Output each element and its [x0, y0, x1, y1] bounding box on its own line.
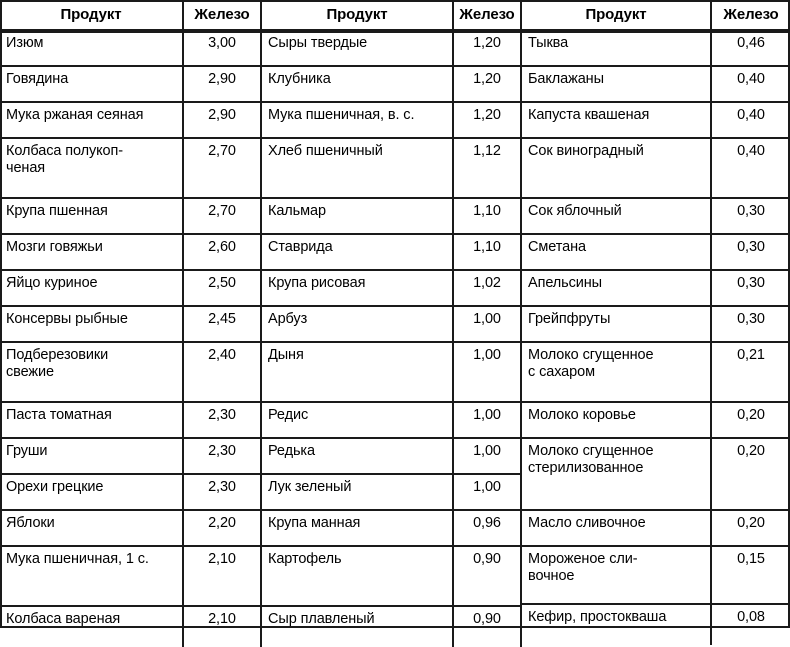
cell-product-name: Баклажаны [522, 67, 712, 101]
table-row [0, 271, 262, 307]
table-row [262, 343, 522, 403]
table-row [522, 605, 790, 645]
cell-iron-value: 0,40 [737, 107, 765, 123]
table-row [0, 235, 262, 271]
table-row [0, 199, 262, 235]
cell-iron-value: 2,70 [184, 139, 262, 197]
cell-product-name: Колбаса полукоп- ченая [0, 139, 184, 197]
cell-product-name: Сыры твердые [262, 31, 454, 65]
cell-product-name: Дыня [262, 343, 454, 401]
cell-product-name: Изюм [0, 31, 184, 65]
table-header-row [262, 0, 522, 31]
cell-iron-value: 0,21 [737, 347, 765, 363]
cell-iron-value: 0,15 [737, 551, 765, 567]
cell-iron-value: 0,40 [737, 71, 765, 87]
table-row [0, 307, 262, 343]
table-row [0, 511, 262, 547]
cell-iron-value: 1,10 [454, 199, 522, 233]
cell-iron-value: 1,00 [454, 307, 522, 341]
table-row [522, 547, 790, 605]
cell-product-name: Масло сливочное [522, 511, 712, 545]
cell-iron-value: 1,20 [454, 31, 522, 65]
cell-iron-value: 3,00 [184, 31, 262, 65]
table-column-group-3 [522, 0, 790, 628]
column-header-product: Продукт [262, 0, 454, 29]
table-row [262, 547, 522, 607]
cell-product-name: Хлеб пшеничный [262, 139, 454, 197]
cell-iron-value: 0,30 [737, 239, 765, 255]
table-row [262, 271, 522, 307]
table-row [522, 439, 790, 511]
table-row [522, 307, 790, 343]
cell-iron-value: 1,00 [454, 343, 522, 401]
cell-iron-value: 2,30 [184, 475, 262, 509]
cell-product-name: Мозги говяжьи [0, 235, 184, 269]
cell-iron-value: 0,30 [737, 275, 765, 291]
cell-iron-value: 2,60 [184, 235, 262, 269]
cell-iron-value: 0,20 [737, 407, 765, 423]
cell-product-name: Колбаса вареная [0, 607, 184, 647]
table-row [262, 403, 522, 439]
cell-product-name: Подберезовики свежие [0, 343, 184, 401]
table-row [262, 307, 522, 343]
table-row [0, 139, 262, 199]
cell-product-name: Консервы рыбные [0, 307, 184, 341]
table-row [0, 67, 262, 103]
cell-product-name: Кефир, простокваша [522, 605, 712, 645]
table-row [262, 139, 522, 199]
cell-product-name: Орехи грецкие [0, 475, 184, 509]
cell-product-name: Крупа манная [262, 511, 454, 545]
table-row [0, 31, 262, 67]
table-row [0, 475, 262, 511]
table-row [522, 343, 790, 403]
cell-iron-value: 0,90 [454, 607, 522, 647]
cell-iron-value: 2,90 [184, 67, 262, 101]
column-header-iron: Железо [184, 0, 262, 29]
cell-product-name: Редис [262, 403, 454, 437]
table-column-group-1 [0, 0, 262, 628]
cell-iron-value: 2,70 [184, 199, 262, 233]
cell-product-name: Говядина [0, 67, 184, 101]
table-header-row [0, 0, 262, 31]
table-row [0, 103, 262, 139]
cell-iron-value: 0,96 [454, 511, 522, 545]
column-header-product: Продукт [0, 0, 184, 29]
cell-iron-value: 1,02 [454, 271, 522, 305]
table-row [522, 271, 790, 307]
table-row [262, 607, 522, 647]
cell-product-name: Молоко коровье [522, 403, 712, 437]
cell-product-name: Паста томатная [0, 403, 184, 437]
table-row [522, 103, 790, 139]
cell-iron-value: 2,10 [184, 547, 262, 605]
cell-product-name: Яйцо куриное [0, 271, 184, 305]
cell-product-name: Груши [0, 439, 184, 473]
cell-iron-value: 0,90 [454, 547, 522, 605]
cell-iron-value: 2,50 [184, 271, 262, 305]
cell-iron-value: 1,00 [454, 475, 522, 509]
table-row [262, 475, 522, 511]
cell-iron-value: 0,30 [737, 311, 765, 327]
cell-iron-value: 0,40 [737, 143, 765, 159]
column-header-iron: Железо [723, 6, 779, 23]
table-row [262, 439, 522, 475]
cell-iron-value: 1,00 [454, 403, 522, 437]
table-row [0, 343, 262, 403]
cell-iron-value: 1,00 [454, 439, 522, 473]
cell-iron-value: 0,08 [737, 609, 765, 625]
cell-product-name: Тыква [522, 31, 712, 65]
cell-iron-value: 0,46 [737, 35, 765, 51]
cell-product-name: Крупа пшенная [0, 199, 184, 233]
table-row [522, 235, 790, 271]
table-row [262, 31, 522, 67]
cell-product-name: Картофель [262, 547, 454, 605]
cell-iron-value: 0,20 [737, 443, 765, 459]
table-column-group-2 [262, 0, 522, 628]
table-row [522, 31, 790, 67]
table-row [262, 199, 522, 235]
cell-product-name: Ставрида [262, 235, 454, 269]
table-row [262, 511, 522, 547]
cell-iron-value: 2,30 [184, 403, 262, 437]
cell-product-name: Яблоки [0, 511, 184, 545]
table-row [262, 235, 522, 271]
cell-iron-value: 1,10 [454, 235, 522, 269]
table-row [522, 67, 790, 103]
table-row [522, 139, 790, 199]
table-row [262, 67, 522, 103]
cell-product-name: Грейпфруты [522, 307, 712, 341]
column-header-iron: Железо [454, 0, 522, 29]
cell-product-name: Капуста квашеная [522, 103, 712, 137]
cell-iron-value: 2,90 [184, 103, 262, 137]
cell-product-name: Мука ржаная сеяная [0, 103, 184, 137]
cell-product-name: Кальмар [262, 199, 454, 233]
cell-product-name: Апельсины [522, 271, 712, 305]
column-header-product: Продукт [522, 0, 712, 29]
cell-product-name: Молоко сгущенное стерилизованное [522, 439, 712, 509]
table-row [0, 439, 262, 475]
table-row [0, 547, 262, 607]
table-header-row [522, 0, 790, 31]
table-row [0, 607, 262, 647]
cell-iron-value: 2,20 [184, 511, 262, 545]
cell-product-name: Сок яблочный [522, 199, 712, 233]
cell-product-name: Мороженое сли- вочное [522, 547, 712, 603]
table-row [262, 103, 522, 139]
cell-product-name: Сыр плавленый [262, 607, 454, 647]
table-row [522, 403, 790, 439]
table-row [0, 403, 262, 439]
cell-iron-value: 1,20 [454, 67, 522, 101]
cell-iron-value: 2,30 [184, 439, 262, 473]
cell-product-name: Молоко сгущенное с сахаром [522, 343, 712, 401]
cell-product-name: Крупа рисовая [262, 271, 454, 305]
cell-iron-value: 2,10 [184, 607, 262, 647]
cell-product-name: Редька [262, 439, 454, 473]
cell-product-name: Мука пшеничная, 1 с. [0, 547, 184, 605]
cell-iron-value: 1,20 [454, 103, 522, 137]
cell-product-name: Сметана [522, 235, 712, 269]
cell-iron-value: 0,20 [737, 515, 765, 531]
cell-product-name: Лук зеленый [262, 475, 454, 509]
cell-iron-value: 2,45 [184, 307, 262, 341]
cell-iron-value: 1,12 [454, 139, 522, 197]
cell-product-name: Сок виноградный [522, 139, 712, 197]
cell-iron-value: 0,30 [737, 203, 765, 219]
cell-product-name: Арбуз [262, 307, 454, 341]
cell-product-name: Клубника [262, 67, 454, 101]
table-row [522, 511, 790, 547]
table-row [522, 199, 790, 235]
cell-iron-value: 2,40 [184, 343, 262, 401]
cell-product-name: Мука пшеничная, в. с. [262, 103, 454, 137]
